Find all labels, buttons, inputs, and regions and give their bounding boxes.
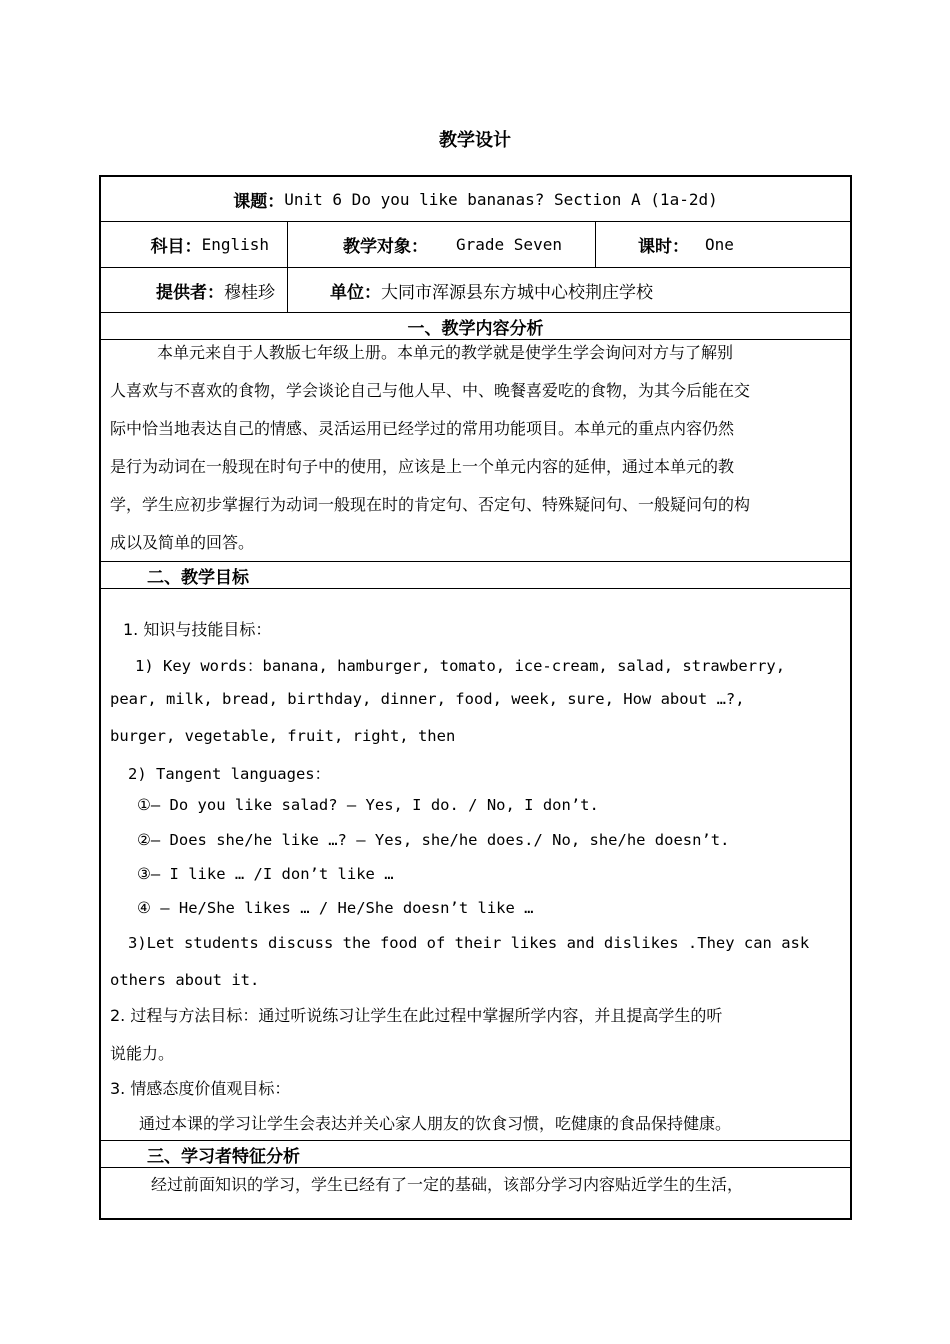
section1-line: 际中恰当地表达自己的情感、灵活运用已经学过的常用功能项目。本单元的重点内容仍然 (110, 419, 735, 438)
section1-line: 学，学生应初步掌握行为动词一般现在时的肯定句、否定句、特殊疑问句、一般疑问句的构 (110, 495, 751, 514)
audience-label: 教学对象： (343, 237, 428, 257)
goal2-line: 2. 过程与方法目标：通过听说练习让学生在此过程中掌握所学内容，并且提高学生的听 (110, 1006, 723, 1025)
audience-value: Grade Seven (456, 235, 562, 254)
topic-value: Unit 6 Do you like bananas? Section A (1a-2d) (284, 189, 718, 209)
section2-heading: 二、教学目标 (147, 567, 249, 588)
section3-heading-row (101, 1141, 850, 1168)
section2-heading-row (101, 562, 850, 589)
section3-heading: 三、学习者特征分析 (147, 1146, 300, 1167)
subject-row (101, 222, 850, 268)
section3-body (101, 1168, 850, 1218)
lesson-plan-table (99, 175, 852, 1220)
section3-text: 经过前面知识的学习，学生已经有了一定的基础，该部分学习内容贴近学生的生活， (151, 1175, 744, 1194)
key-words-line: pear, milk, bread, birthday, dinner, food, week, sure, How about …?, (110, 690, 745, 708)
topic-row (101, 177, 850, 222)
topic-label: 课题： (233, 191, 285, 212)
period-label: 课时： (638, 237, 689, 257)
section2-body (101, 589, 850, 1141)
goal3-title: 3. 情感态度价值观目标： (110, 1079, 291, 1098)
period-value: One (705, 235, 734, 254)
subject-value: English (201, 235, 269, 254)
key-words-line: burger, vegetable, fruit, right, then (110, 727, 456, 745)
goal2-line: 说能力。 (110, 1044, 175, 1063)
section1-heading-row (101, 313, 850, 340)
provider-value: 穆桂珍 (224, 282, 275, 303)
section1-line: 是行为动词在一般现在时句子中的使用，应该是上一个单元内容的延伸，通过本单元的教 (110, 457, 735, 476)
section1-line: 成以及简单的回答。 (110, 533, 255, 552)
unit-label: 单位： (330, 282, 381, 303)
tangent-language-item: ④ — He/She likes … / He/She doesn’t like … (137, 899, 534, 917)
subject-label: 科目： (150, 237, 202, 257)
provider-label: 提供者： (156, 282, 224, 303)
goal1-title: 1. 知识与技能目标： (123, 620, 272, 639)
unit-value: 大同市浑源县东方城中心校荆庄学校 (381, 282, 653, 303)
discussion-line: 3)Let students discuss the food of their likes and dislikes .They can ask (128, 934, 810, 952)
discussion-line: others about it. (110, 971, 260, 989)
goal3-text: 通过本课的学习让学生会表达并关心家人朋友的饮食习惯，吃健康的食品保持健康。 (139, 1114, 732, 1133)
provider-row (101, 268, 850, 313)
section1-body (101, 340, 850, 562)
tangent-language-item: ③— I like … /I don’t like … (137, 865, 394, 883)
tangent-language-item: ②— Does she/he like …? — Yes, she/he does./ No, she/he doesn’t. (137, 831, 730, 849)
document-title: 教学设计 (439, 130, 511, 151)
key-words-line: 1) Key words：banana, hamburger, tomato, ice-cream, salad, strawberry, (135, 657, 786, 675)
tangent-languages-title: 2) Tangent languages： (128, 765, 331, 783)
section1-line: 本单元来自于人教版七年级上册。本单元的教学就是使学生学会询问对方与了解别 (157, 343, 734, 362)
section1-line: 人喜欢与不喜欢的食物，学会谈论自己与他人早、中、晚餐喜爱吃的食物，为其今后能在交 (110, 381, 751, 400)
section1-heading: 一、教学内容分析 (407, 318, 544, 339)
tangent-language-item: ①— Do you like salad? — Yes, I do. / No, I don’t. (137, 796, 599, 814)
